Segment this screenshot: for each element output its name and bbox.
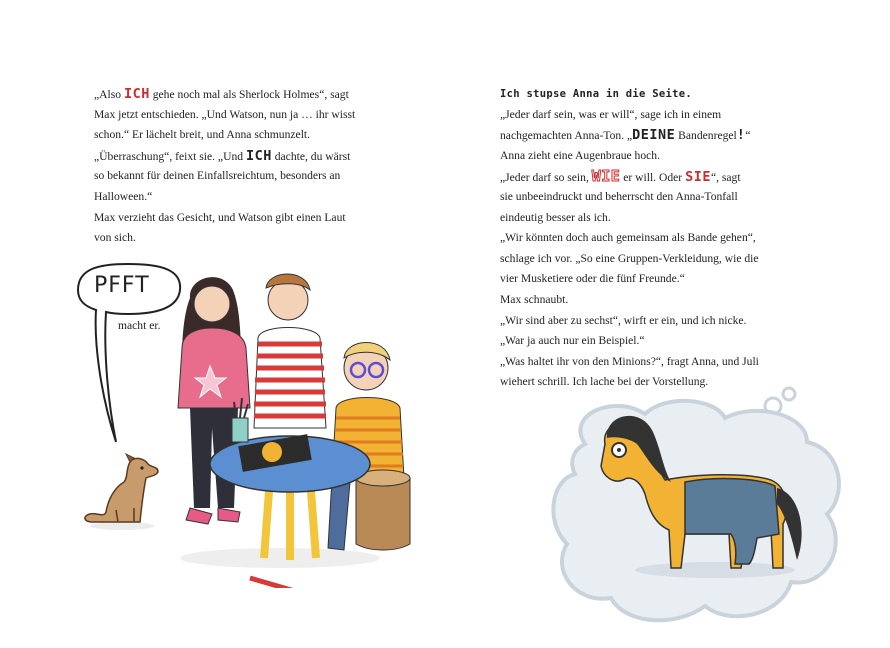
right-page <box>445 0 890 648</box>
text-line: „Also ICH gehe noch mal als Sherlock Holmes“, sagt <box>94 86 349 102</box>
bubble-caption: macht er. <box>118 319 161 332</box>
text-line: nachgemachten Anna-Ton. „DEINE Bandenregel!“ <box>500 127 751 144</box>
text-line: „Jeder darf so sein, WIE er will. Oder SIE“, sagt <box>500 167 741 186</box>
text-line: vier Musketiere oder die fünf Freunde.“ <box>500 272 685 286</box>
text-line: „Wir sind aber zu sechst“, wirft er ein, und ich nicke. <box>500 313 747 327</box>
text-line: wiehert schrill. Ich lache bei der Vorstellung. <box>500 375 709 389</box>
text-line: „War ja auch nur ein Beispiel.“ <box>500 334 645 348</box>
speech-bubble-text: PFFT <box>94 273 150 298</box>
text-line: schlage ich vor. „So eine Gruppen-Verkleidung, wie die <box>500 251 759 265</box>
text-line: „Jeder darf sein, was er will“, sage ich in einem <box>500 107 722 121</box>
thought-cloud-illustration <box>545 384 855 634</box>
text-line: „Was haltet ihr von den Minions?“, fragt Anna, und Juli <box>500 354 759 368</box>
right-page-text <box>500 84 759 393</box>
text-line: Halloween.“ <box>94 189 153 203</box>
text-line: von sich. <box>94 231 136 245</box>
text-line: Anna zieht eine Augenbraue hoch. <box>500 148 660 162</box>
text-line: schon.“ Er lächelt breit, und Anna schmunzelt. <box>94 128 311 142</box>
text-line: so bekannt für deinen Einfallsreichtum, besonders an <box>94 169 341 183</box>
text-line: Max jetzt entschieden. „Und Watson, nun ja … ihr wisst <box>94 107 356 121</box>
text-line: sie unbeeindruckt und beherrscht den Anna-Tonfall <box>500 189 738 203</box>
text-line: „Wir könnten doch auch gemeinsam als Bande gehen“, <box>500 231 756 245</box>
text-line: Max verzieht das Gesicht, und Watson gibt einen Laut <box>94 210 346 224</box>
text-line: Max schnaubt. <box>500 292 569 306</box>
section-heading: Ich stupse Anna in die Seite. <box>500 88 693 100</box>
dog-illustration <box>78 452 168 532</box>
text-line: „Überraschung“, feixt sie. „Und ICH dachte, du wärst <box>94 147 351 164</box>
left-page-text <box>94 84 355 249</box>
children-illustration <box>160 268 420 588</box>
text-line: eindeutig besser als ich. <box>500 210 611 224</box>
